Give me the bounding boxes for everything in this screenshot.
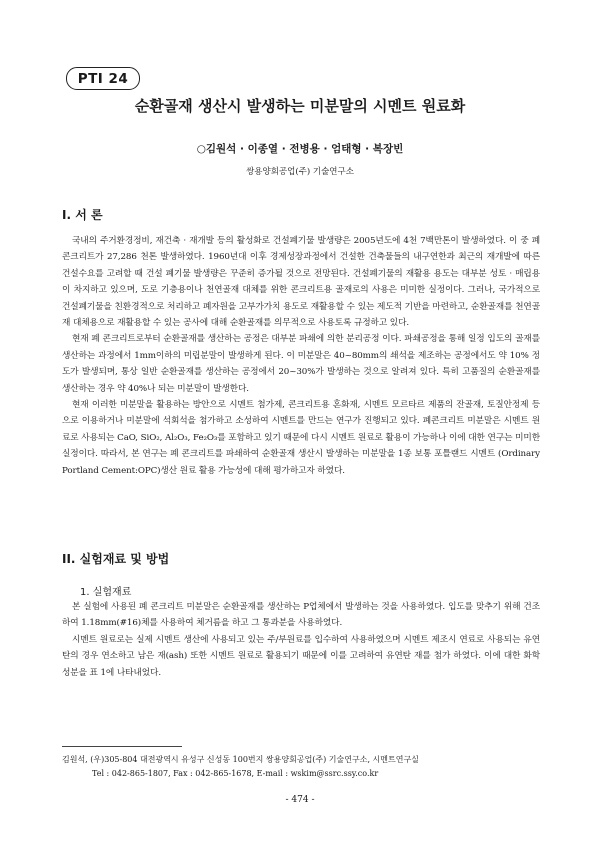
footnote-divider	[62, 746, 182, 747]
section-heading-materials-methods: II. 실험재료 및 방법	[62, 552, 170, 566]
footnote-address: 김원석, (우)305-804 대전광역시 유성구 신성동 100번지 쌍용양회공업(주) 기술연구소, 시멘트연구실	[62, 755, 419, 764]
affiliation: 쌍용양회공업(주) 기술연구소	[246, 167, 354, 177]
footnote	[62, 753, 540, 781]
introduction-body	[62, 233, 540, 479]
section-heading-introduction: I. 서 론	[62, 208, 103, 222]
authors: ○김원석 · 이종열 · 전병용 · 엄태형 · 복장빈	[196, 143, 404, 155]
footnote-contact: Tel : 042-865-1807, Fax : 042-865-1678, E-mail : wskim@ssrc.ssy.co.kr	[92, 769, 379, 778]
paragraph: 현재 폐 콘크리트로부터 순환골재를 생산하는 공정은 대부분 파쇄에 의한 분리공정 이다. 파쇄공정을 통해 일정 입도의 골재를 생산하는 과정에서 1mm이하의 미립분말이 발생하게 된다. 이 미분말은 40~80mm의 쇄석을 제조하는 공정에서도 약 10% 정도가 발생되며, 통상 일반 순환골재를 생산하는 공정에서 20~30%가 발생하는 것으로 알려져 있다. 특히 고품질의 순환골재를 생산하는 경우 약 40%나 되는 미분말이 발생한다.	[62, 334, 540, 394]
paragraph: 본 실험에 사용된 폐 콘크리트 미분말은 순환골재를 생산하는 P업체에서 발생하는 것을 사용하였다. 입도를 맞추기 위해 건조하여 1.18mm(#16)체를 사용하여 체거름을 하고 그 통과분을 사용하였다.	[62, 602, 540, 629]
paragraph: 국내의 주거환경정비, 재건축 · 재개발 등의 활성화로 건설폐기물 발생량은 2005년도에 4천 7백만톤이 발생하였다. 이 중 폐 콘크리트가 27,286 천톤 발생하였다. 1960년대 이후 경제성장과정에서 건설한 건축물들의 내구연한과 최근의 재개발에 따른 건설수요를 고려할 때 건설 폐기물 발생량은 꾸준히 증가될 것으로 전망된다. 건설폐기물의 재활용 용도는 대부분 성토 · 매립용이 차지하고 있으며, 도로 기층용이나 천연골재 대체를 위한 콘크리트용 골재로의 사용은 미미한 실정이다. 그러나, 국가적으로 건설폐기물을 친환경적으로 처리하고 폐자원을 고부가가치 용도로 재활용할 수 있는 제도적 기반을 마련하고, 순환골재를 천연골재 대체용으로 재활용할 수 있는 공사에 대해 순환골재를 의무적으로 사용토록 규정하고 있다.	[62, 236, 540, 329]
page-number: - 474 -	[285, 795, 315, 805]
paper-tag: PTI 24	[66, 67, 140, 90]
materials-body	[62, 599, 540, 681]
paragraph: 현재 이러한 미분말을 활용하는 방안으로 시멘트 첨가제, 콘크리트용 혼화재, 시멘트 모르타르 제품의 잔골재, 토질안정제 등으로 이용하거나 미분말에 석회석을 첨가하고 소성하여 시멘트를 만드는 연구가 진행되고 있다. 폐콘크리트 미분말은 시멘트 원료로 사용되는 CaO, SiO₂, Al₂O₃, Fe₂O₃를 포함하고 있기 때문에 다시 시멘트 원료로 활용이 가능하나 이에 대한 연구는 미미한 실정이다. 따라서, 본 연구는 폐 콘크리트를 파쇄하여 순환골재 생산시 발생하는 미분말을 1종 보통 포틀랜드 시멘트 (Ordinary Portland Cement:OPC)생산 원료 활용 가능성에 대해 평가하고자 하였다.	[62, 400, 540, 476]
subsection-heading-materials: 1. 실험재료	[80, 587, 132, 598]
paper-title: 순환골재 생산시 발생하는 미분말의 시멘트 원료화	[134, 97, 466, 115]
paragraph: 시멘트 원료로는 실제 시멘트 생산에 사용되고 있는 주/부원료를 입수하여 사용하였으며 시멘트 제조시 연료로 사용되는 유연탄의 경우 연소하고 남은 재(ash) 또한 시멘트 원료로 활용되기 때문에 이를 고려하여 유연탄 재를 첨가 하였다. 이에 대한 화학성분을 표 1에 나타내었다.	[62, 634, 540, 678]
